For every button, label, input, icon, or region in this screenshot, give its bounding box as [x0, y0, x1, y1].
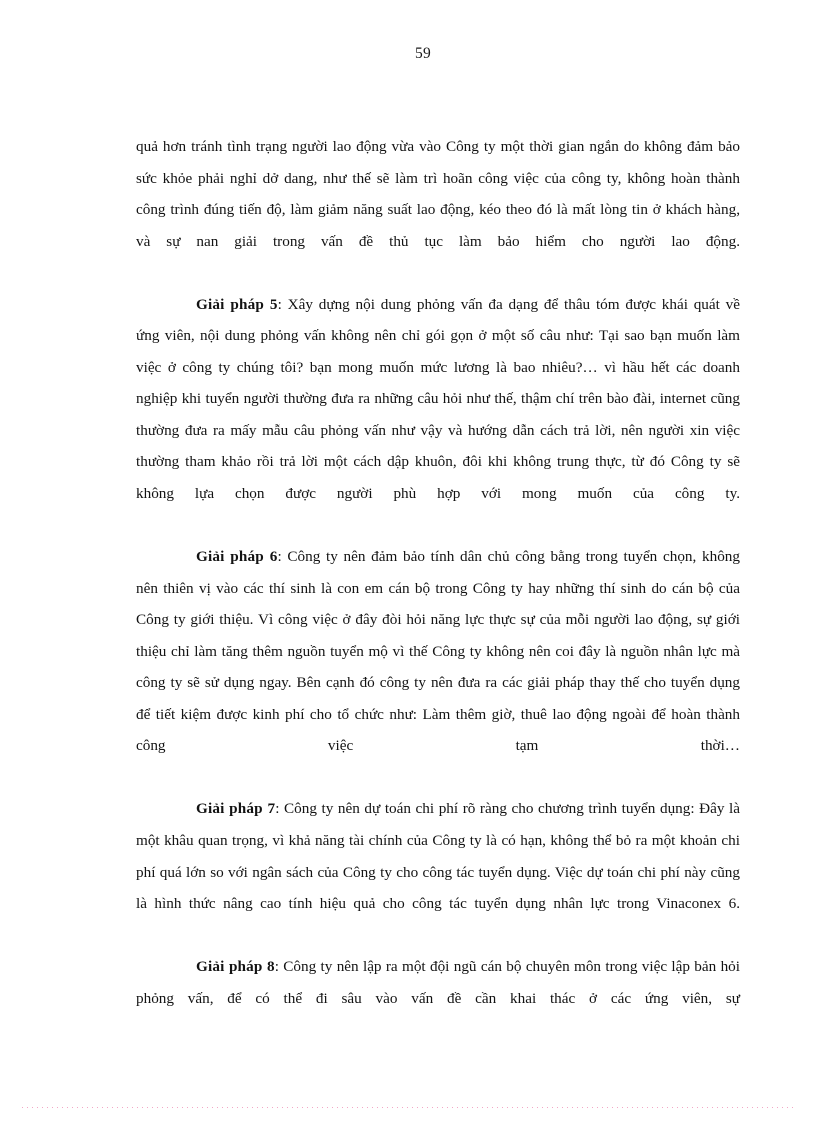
solution-label-8: Giải pháp 8	[196, 958, 275, 976]
solution-label-5: Giải pháp 5	[196, 295, 278, 313]
paragraph-text: : Xây dựng nội dung phỏng vấn đa dạng để thâu tóm được khái quát về ứng viên, nội dung phỏng vấn không nên chỉ gói gọn ở một số câu như: Tại sao bạn muốn làm việc ở công ty chúng tôi? bạn mong muốn mức lương là bao nhiêu?… vì hầu hết các doanh nghiệp khi tuyển người thường đưa ra những câu hỏi như thế, thậm chí trên bào đài, internet cũng thường đưa ra mấy mẫu câu phỏng vấn như vậy và hướng dẫn cách trả lời, nên người xin việc thường tham khảo rồi trả lời một cách dập khuôn, đôi khi không trung thực, từ đó Công ty sẽ không lựa chọn được người phù hợp với mong muốn của công ty.	[136, 295, 740, 503]
paragraph-continuation	[136, 131, 740, 289]
solution-label-6: Giải pháp 6	[196, 548, 278, 566]
paragraph-text: : Công ty nên đảm bảo tính dân chủ công bằng trong tuyển chọn, không nên thiên vị vào các thí sinh là con em cán bộ trong Công ty hay những thí sinh do cán bộ của Công ty giới thiệu. Vì công việc ở đây đòi hỏi năng lực thực sự của mỗi người lao động, sự giới thiệu chỉ làm tăng thêm nguồn tuyển mộ vì thế Công ty không nên coi đây là nguồn nhân lực mà công ty sẽ sử dụng ngay. Bên cạnh đó công ty nên đưa ra các giải pháp thay thế cho tuyển dụng để tiết kiệm được kinh phí cho tổ chức như: Làm thêm giờ, thuê lao động ngoài để hoàn thành công việc tạm thời…	[136, 548, 740, 755]
paragraph-text: : Công ty nên dự toán chi phí rõ ràng cho chương trình tuyển dụng: Đây là một khâu quan trọng, vì khả năng tài chính của Công ty là có hạn, không thể bỏ ra một khoản chi phí quá lớn so với ngân sách của Công ty cho công tác tuyển dụng. Việc dự toán chi phí này cũng là hình thức nâng cao tính hiệu quả cho công tác tuyển dụng nhân lực trong Vinaconex 6.	[136, 800, 741, 913]
paragraph-giai-phap-5	[136, 289, 740, 541]
paragraph-text: : Công ty nên lập ra một đội ngũ cán bộ chuyên môn trong việc lập bản hỏi phỏng vấn, để có thể đi sâu vào vấn đề cần khai thác ở các ứng viên, sự	[136, 958, 740, 1007]
body-text-block	[136, 131, 740, 1046]
paragraph-text: quả hơn tránh tình trạng người lao động vừa vào Công ty một thời gian ngắn do không đảm bảo sức khỏe phải nghỉ dở dang, như thế sẽ làm trì hoãn công việc của công ty, không hoàn thành công trình đúng tiến độ, làm giảm năng suất lao động, kéo theo đó là mất lòng tin ở khách hàng, và sự nan giải trong vấn đề thủ tục làm bảo hiểm cho người lao động.	[136, 138, 740, 250]
page-number: 59	[415, 45, 431, 62]
paragraph-giai-phap-8	[136, 951, 740, 1046]
scan-artifact-dotted-line	[22, 1107, 794, 1108]
paragraph-giai-phap-6	[136, 541, 740, 793]
paragraph-giai-phap-7	[136, 793, 740, 951]
solution-label-7: Giải pháp 7	[196, 800, 276, 818]
